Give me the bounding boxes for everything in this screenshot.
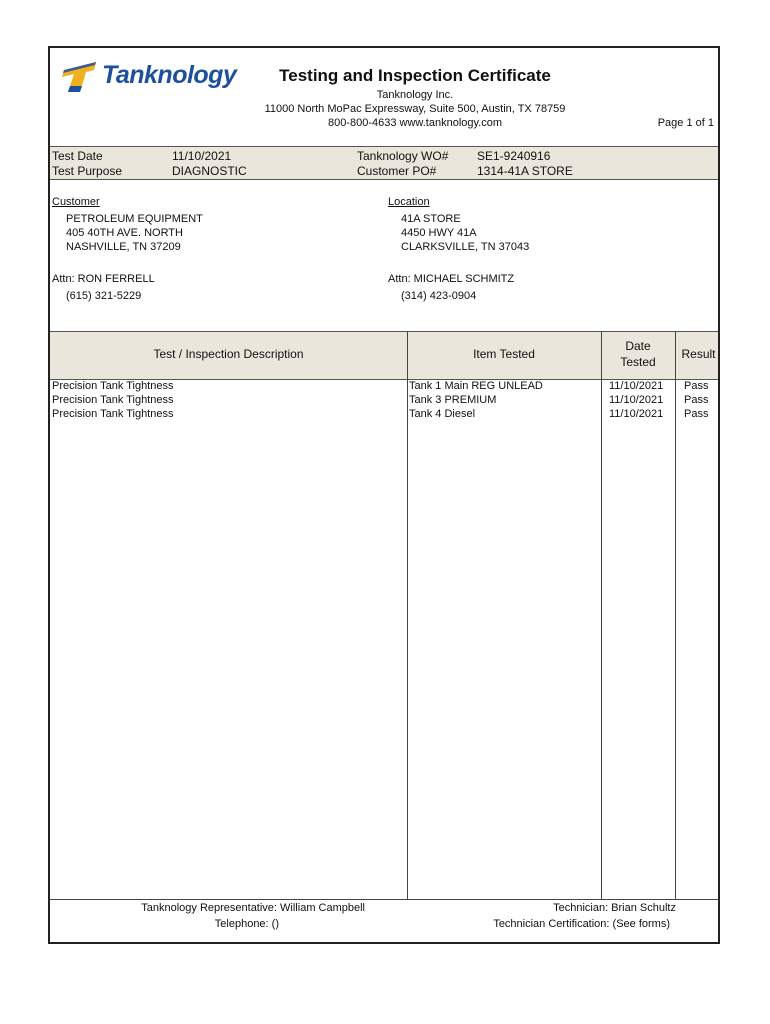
customer-line: 405 40TH AVE. NORTH — [66, 227, 183, 239]
customer-line: NASHVILLE, TN 37209 — [66, 241, 181, 253]
header-item-tested: Item Tested — [473, 347, 535, 361]
result-column — [684, 379, 708, 421]
customer-line: PETROLEUM EQUIPMENT — [66, 213, 203, 225]
test-info-band — [50, 146, 718, 180]
table-cell: Tank 1 Main REG UNLEAD — [409, 380, 543, 392]
header-date-line: Date — [625, 339, 651, 353]
table-cell: Pass — [684, 394, 709, 406]
header-result: Result — [681, 347, 716, 361]
technician-certification: Technician Certification: (See forms) — [493, 918, 670, 930]
table-cell: Precision Tank Tightness — [52, 394, 174, 406]
po-value: 1314-41A STORE — [477, 164, 573, 178]
test-date-value: 11/10/2021 — [172, 149, 232, 163]
column-divider — [601, 331, 602, 899]
tank-icon — [58, 58, 102, 96]
test-purpose-value: DIAGNOSTIC — [172, 164, 247, 178]
customer-phone: (615) 321-5229 — [66, 290, 142, 302]
company-block — [200, 88, 630, 130]
certificate-frame — [48, 46, 720, 944]
location-line: 41A STORE — [401, 213, 461, 225]
column-divider — [675, 331, 676, 899]
column-divider — [407, 331, 408, 899]
table-cell: Pass — [684, 380, 709, 392]
table-cell: Tank 4 Diesel — [409, 408, 476, 420]
table-cell: 11/10/2021 — [609, 394, 664, 406]
test-purpose-label: Test Purpose — [52, 164, 123, 178]
telephone: Telephone: () — [214, 918, 279, 930]
po-label: Customer PO# — [357, 164, 437, 178]
customer-address — [66, 212, 203, 254]
representative: Tanknology Representative: William Campbell — [141, 902, 365, 914]
table-cell: 11/10/2021 — [609, 408, 664, 420]
location-attn: Attn: MICHAEL SCHMITZ — [388, 273, 515, 285]
item-column — [409, 379, 543, 421]
technician: Technician: Brian Schultz — [553, 902, 676, 914]
customer-label: Customer — [52, 196, 100, 208]
location-address — [401, 212, 529, 254]
table-cell: Precision Tank Tightness — [52, 408, 174, 420]
brand-name: Tanknology — [102, 61, 237, 89]
certificate-title: Testing and Inspection Certificate — [279, 66, 551, 85]
header-description: Test / Inspection Description — [153, 347, 304, 361]
table-cell: Precision Tank Tightness — [52, 380, 174, 392]
date-column — [609, 379, 663, 421]
header-date-tested — [601, 338, 675, 370]
footer-divider — [50, 899, 718, 900]
description-column — [52, 379, 173, 421]
table-cell: Pass — [684, 408, 709, 420]
table-cell: Tank 3 PREMIUM — [409, 394, 497, 406]
table-cell: 11/10/2021 — [609, 380, 664, 392]
company-address: 11000 North MoPac Expressway, Suite 500, Austin, TX 78759 — [264, 103, 566, 115]
page-number: Page 1 of 1 — [657, 117, 714, 129]
location-phone: (314) 423-0904 — [401, 290, 477, 302]
location-line: CLARKSVILLE, TN 37043 — [401, 241, 530, 253]
company-name: Tanknology Inc. — [376, 89, 454, 101]
wo-value: SE1-9240916 — [477, 149, 551, 163]
customer-attn: Attn: RON FERRELL — [52, 273, 155, 285]
company-contact: 800-800-4633 www.tanknology.com — [327, 117, 503, 129]
test-date-label: Test Date — [52, 149, 103, 163]
location-label: Location — [388, 196, 430, 208]
header-date-line: Tested — [620, 355, 656, 369]
location-line: 4450 HWY 41A — [401, 227, 477, 239]
wo-label: Tanknology WO# — [357, 149, 449, 163]
